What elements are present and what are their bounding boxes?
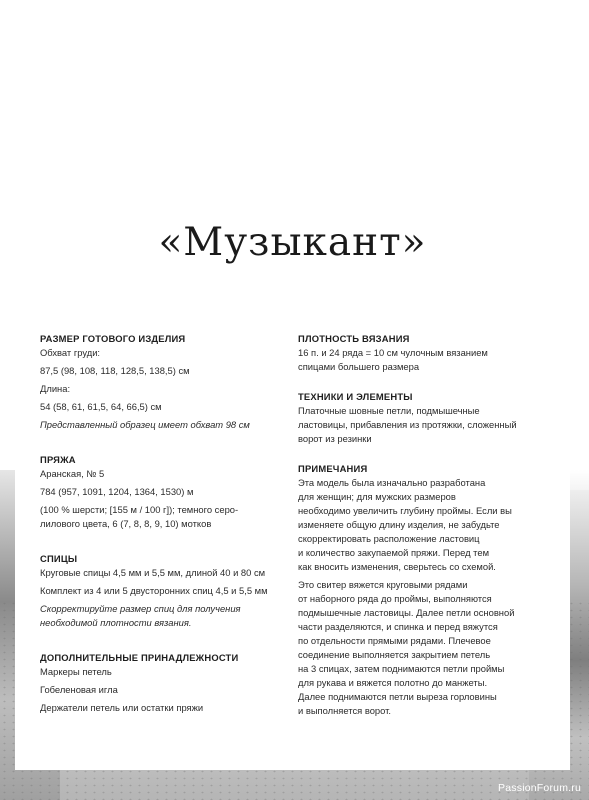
notes-line: для женщин; для мужских размеров xyxy=(298,491,456,502)
notes-line: и количество закупаемой пряжи. Перед тем xyxy=(298,547,490,558)
notes-line: для рукава и вяжется полотно до манжеты. xyxy=(298,677,488,688)
notes-line: от наборного ряда до проймы, выполняются xyxy=(298,593,492,604)
chest-values: 87,5 (98, 108, 118, 128,5, 138,5) см xyxy=(40,365,190,376)
needles-note-2: необходимой плотности вязания. xyxy=(40,617,192,628)
extras-item-1: Маркеры петель xyxy=(40,666,112,677)
notes-line: изменяете общую длину изделия, не забудьте xyxy=(298,519,500,530)
notes-line: подмышечные ластовицы. Далее петли основной xyxy=(298,607,515,618)
yarn-type: Аранская, № 5 xyxy=(40,468,105,479)
extras-heading: ДОПОЛНИТЕЛЬНЫЕ ПРИНАДЛЕЖНОСТИ xyxy=(40,652,239,663)
tech-line-3: ворот из резинки xyxy=(298,433,372,444)
content-panel xyxy=(15,0,570,770)
yarn-amount: 784 (957, 1091, 1204, 1364, 1530) м xyxy=(40,486,194,497)
needles-note-1: Скорректируйте размер спиц для получения xyxy=(40,603,241,614)
notes-heading: ПРИМЕЧАНИЯ xyxy=(298,463,368,474)
watermark: PassionForum.ru xyxy=(498,782,581,794)
needles-1: Круговые спицы 4,5 мм и 5,5 мм, длиной 40 и 80 см xyxy=(40,567,266,578)
gauge-heading: ПЛОТНОСТЬ ВЯЗАНИЯ xyxy=(298,333,410,344)
notes-line: и выполняется ворот. xyxy=(298,705,391,716)
notes-line: Это свитер вяжется круговыми рядами xyxy=(298,579,468,590)
notes-line: скорректировать расположение ластовиц xyxy=(298,533,480,544)
chest-label: Обхват груди: xyxy=(40,347,101,358)
needles-heading: СПИЦЫ xyxy=(40,553,78,564)
tech-line-1: Платочные шовные петли, подмышечные xyxy=(298,405,480,416)
right-column xyxy=(298,332,560,718)
extras-item-2: Гобеленовая игла xyxy=(40,684,118,695)
notes-line: части разделяются, и спинка и перед вяжутся xyxy=(298,621,498,632)
notes-line: на 3 спицах, затем поднимаются петли проймы xyxy=(298,663,505,674)
extras-item-3: Держатели петель или остатки пряжи xyxy=(40,702,204,713)
gauge-line-1: 16 п. и 24 ряда = 10 см чулочным вязанием xyxy=(298,347,488,358)
needles-2: Комплект из 4 или 5 двусторонних спиц 4,5 и 5,5 мм xyxy=(40,585,268,596)
size-heading: РАЗМЕР ГОТОВОГО ИЗДЕЛИЯ xyxy=(40,333,186,344)
length-label: Длина: xyxy=(40,383,71,394)
notes-line: Далее поднимаются петли выреза горловины xyxy=(298,691,497,702)
yarn-desc-1: (100 % шерсти; [155 м / 100 г]); темного серо- xyxy=(40,504,239,515)
left-column xyxy=(40,332,290,715)
notes-paragraph-2 xyxy=(298,578,560,718)
page-title: «Музыкант» xyxy=(158,220,427,265)
gauge-line-2: спицами большего размера xyxy=(298,361,420,372)
sample-note: Представленный образец имеет обхват 98 см xyxy=(40,419,250,430)
tech-heading: ТЕХНИКИ И ЭЛЕМЕНТЫ xyxy=(298,391,413,402)
notes-line: Эта модель была изначально разработана xyxy=(298,477,486,488)
notes-line: необходимо увеличить глубину проймы. Если вы xyxy=(298,505,512,516)
notes-line: как вносить изменения, сверьтесь со схемой. xyxy=(298,561,496,572)
notes-paragraph-1 xyxy=(298,476,560,574)
length-values: 54 (58, 61, 61,5, 64, 66,5) см xyxy=(40,401,162,412)
notes-line: по отдельности прямыми рядами. Плечевое xyxy=(298,635,491,646)
notes-line: соединение выполняется закрытием петель xyxy=(298,649,491,660)
yarn-desc-2: лилового цвета, 6 (7, 8, 8, 9, 10) мотков xyxy=(40,518,212,529)
tech-line-2: ластовицы, прибавления из протяжки, сложенный xyxy=(298,419,517,430)
yarn-heading: ПРЯЖА xyxy=(40,454,76,465)
